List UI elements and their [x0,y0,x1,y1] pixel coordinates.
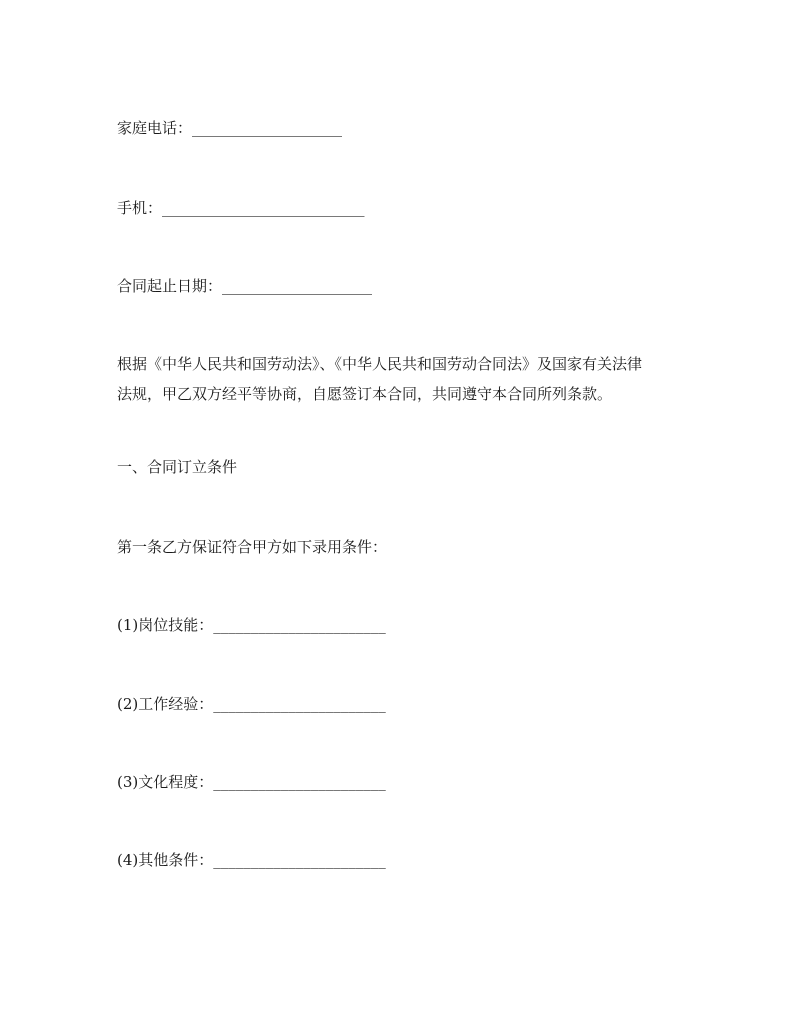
intro-line-1: 根据《中华人民共和国劳动法》、《中华人民共和国劳动合同法》及国家有关法律 [117,355,643,373]
condition-other: (4)其他条件：_______________________ [117,851,386,869]
article-one: 第一条乙方保证符合甲方如下录用条件： [117,538,388,556]
condition-skills: (1)岗位技能：_______________________ [117,616,386,634]
intro-paragraph [117,349,687,409]
contract-dates-field: 合同起止日期：____________________ [117,277,373,295]
intro-line-2: 法规，甲乙双方经平等协商，自愿签订本合同，共同遵守本合同所列条款。 [117,385,613,403]
condition-education: (3)文化程度：_______________________ [117,773,386,791]
home-phone-field: 家庭电话：____________________ [117,119,343,137]
section-title: 一、合同订立条件 [117,458,238,476]
mobile-field: 手机：___________________________ [117,199,365,217]
condition-experience: (2)工作经验：_______________________ [117,695,386,713]
